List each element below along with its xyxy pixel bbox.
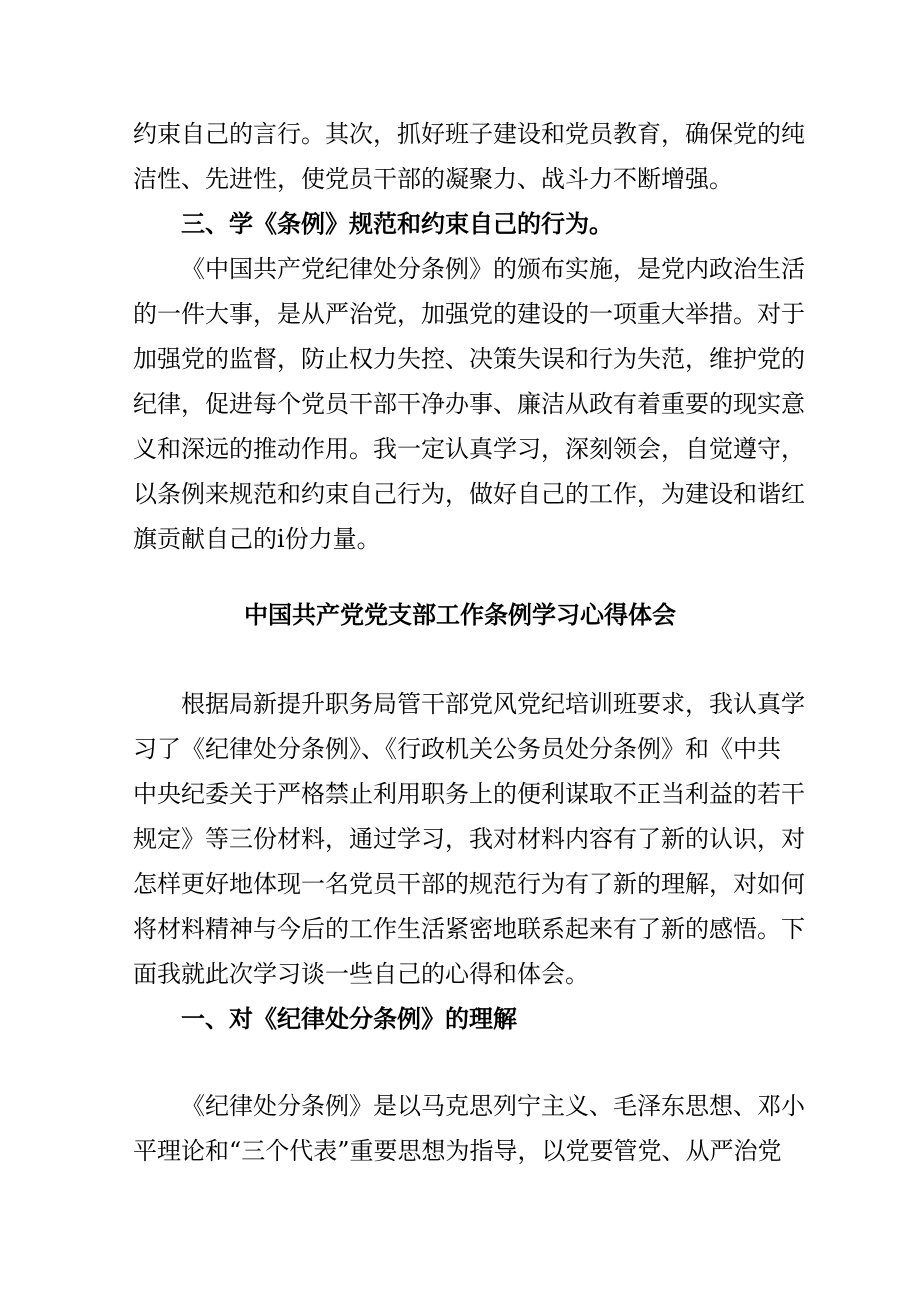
body-text-line: 平理论和“三个代表”重要思想为指导，以党要管党、从严治党 [133, 1137, 782, 1165]
body-text-line: 加强党的监督，防止权力失控、决策失误和行为失范，维护党的 [133, 345, 805, 373]
body-text-line: 怎样更好地体现一名党员干部的规范行为有了新的理解，对如何 [133, 870, 805, 898]
section-heading: 一、对《纪律处分条例》的理解 [181, 1004, 517, 1033]
body-text-line: 习了《纪律处分条例》、《行政机关公务员处分条例》和《中共 [133, 735, 781, 763]
body-text-line: 《纪律处分条例》是以马克思列宁主义、毛泽东思想、邓小 [181, 1092, 805, 1120]
body-text-line: 义和深远的推动作用。我一定认真学习，深刻领会，自觉遵守， [133, 435, 805, 463]
body-text-line: 以条例来规范和约束自己行为，做好自己的工作，为建设和谐红 [133, 480, 805, 508]
body-text-line: 的一件大事，是从严治党，加强党的建设的一项重大举措。对于 [133, 300, 805, 328]
body-text-line: 面我就此次学习谈一些自己的心得和体会。 [133, 960, 589, 988]
body-text-line: 根据局新提升职务局管干部党风党纪培训班要求，我认真学 [181, 690, 805, 718]
article-title: 中国共产党党支部工作条例学习心得体会 [244, 600, 676, 629]
body-text-line: 旗贡献自己的i份力量。 [133, 525, 381, 553]
body-text-line: 纪律，促进每个党员干部干净办事、廉洁从政有着重要的现实意 [133, 390, 805, 418]
body-text-line: 约束自己的言行。其次，抓好班子建设和党员教育，确保党的纯 [133, 120, 805, 148]
body-text-line: 《中国共产党纪律处分条例》的颁布实施，是党内政治生活 [181, 255, 805, 283]
body-text-line: 中央纪委关于严格禁止利用职务上的便利谋取不正当利益的若干 [133, 780, 805, 808]
body-text-line: 洁性、先进性，使党员干部的凝聚力、战斗力不断增强。 [133, 165, 733, 193]
body-text-line: 规定》等三份材料，通过学习，我对材料内容有了新的认识，对 [133, 825, 805, 853]
section-heading: 三、学《条例》规范和约束自己的行为。 [181, 209, 613, 238]
body-text-line: 将材料精神与今后的工作生活紧密地联系起来有了新的感悟。下 [133, 915, 805, 943]
